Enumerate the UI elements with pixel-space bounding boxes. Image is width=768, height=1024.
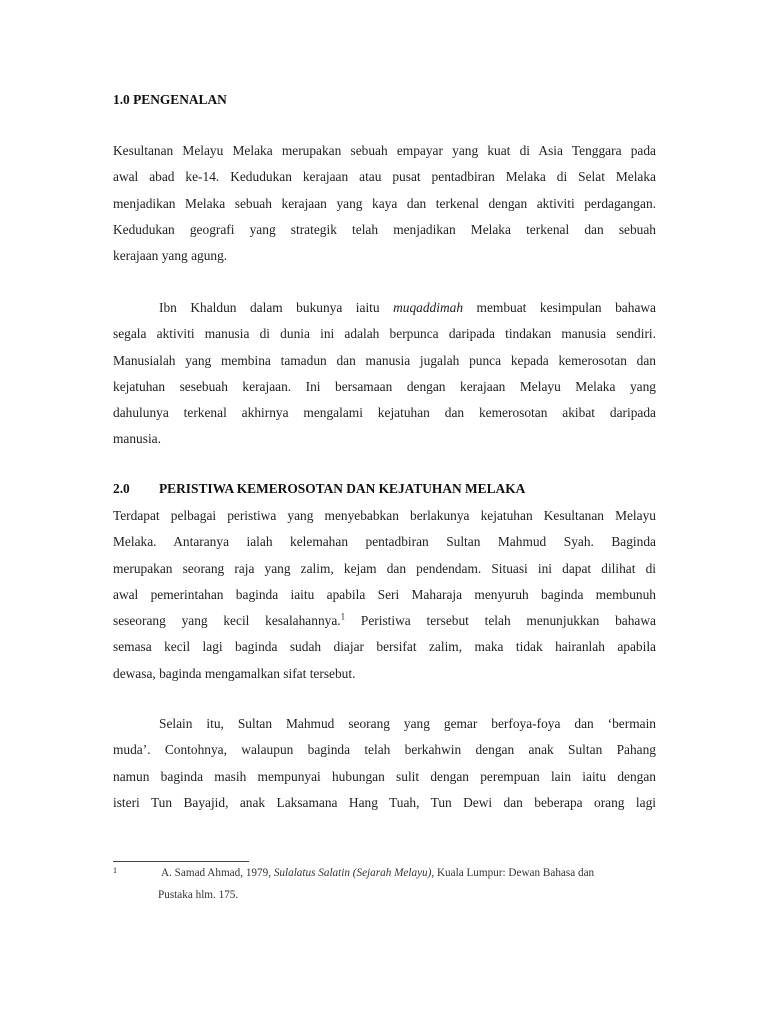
text-line: Terdapat pelbagai peristiwa yang menyebabkan berlakunya kejatuhan Kesultanan Melayu bbox=[113, 508, 656, 523]
section-title: PERISTIWA KEMEROSOTAN DAN KEJATUHAN MELAKA bbox=[159, 481, 526, 496]
footnote-source-title: Sulalatus Salatin (Sejarah Melayu) bbox=[273, 867, 432, 879]
text-span: Peristiwa tersebut telah menunjukkan bahawa bbox=[345, 613, 656, 629]
text-line: segala aktiviti manusia di dunia ini adalah berpunca daripada tindakan manusia sendiri. bbox=[113, 326, 656, 342]
text-line: manusia. bbox=[113, 431, 161, 447]
text-line: merupakan seorang raja yang zalim, kejam dan pendendam. Situasi ini dapat dilihat di bbox=[113, 560, 656, 576]
text-line: awal abad ke-14. Kedudukan kerajaan atau pusat pentadbiran Melaka di Selat Melaka bbox=[113, 169, 656, 185]
text-line: Melaka. Antaranya ialah kelemahan pentadbiran Sultan Mahmud Syah. Baginda bbox=[113, 534, 656, 550]
text-line: dahulunya terkenal akhirnya mengalami kejatuhan dan kemerosotan akibat daripada bbox=[113, 405, 656, 421]
text-line: awal pemerintahan baginda iaitu apabila Seri Maharaja menyuruh baginda membunuh bbox=[113, 586, 656, 602]
section-heading-pengenalan: 1.0 PENGENALAN bbox=[113, 92, 227, 107]
footnote-line bbox=[158, 862, 658, 884]
text-span: Ibn Khaldun dalam bukunya iaitu bbox=[159, 300, 394, 315]
text-span: A. Samad Ahmad, 1979, bbox=[161, 867, 274, 879]
book-title: muqaddimah bbox=[393, 300, 464, 315]
text-line: Kedudukan geografi yang strategik telah menjadikan Melaka terkenal dan sebuah bbox=[113, 221, 656, 237]
paragraph-kelemahan bbox=[113, 503, 656, 687]
text-line: Manusialah yang membina tamadun dan manusia jugalah punca kepada kemerosotan dan bbox=[113, 352, 656, 368]
text-line: Selain itu, Sultan Mahmud seorang yang gemar berfoya-foya dan ‘bermain bbox=[159, 716, 656, 731]
text-line bbox=[113, 608, 656, 634]
text-line bbox=[113, 295, 656, 321]
text-line: muda’. Contohnya, walaupun baginda telah berkahwin dengan anak Sultan Pahang bbox=[113, 742, 656, 758]
text-line: dewasa, baginda mengamalkan sifat tersebut. bbox=[113, 665, 356, 681]
text-line: kejatuhan sesebuah kerajaan. Ini bersamaan dengan kerajaan Melayu Melaka yang bbox=[113, 378, 656, 394]
text-line: menjadikan Melaka sebuah kerajaan yang kaya dan terkenal dengan aktiviti perdagangan. bbox=[113, 195, 656, 211]
text-line: kerajaan yang agung. bbox=[113, 248, 228, 264]
footnote-line: Pustaka hlm. 175. bbox=[158, 889, 239, 901]
section-heading-peristiwa bbox=[113, 481, 525, 497]
text-line: semasa kecil lagi baginda sudah diajar bersifat zalim, maka tidak hairanlah apabila bbox=[113, 639, 656, 655]
footnote-reference: 1 bbox=[340, 611, 346, 622]
text-line: namun baginda masih mempunyai hubungan sulit dengan perempuan lain iaitu dengan bbox=[113, 768, 656, 784]
footnote-text bbox=[158, 862, 658, 906]
paragraph-ibn-khaldun bbox=[113, 295, 656, 453]
text-line: Kesultanan Melayu Melaka merupakan sebuah empayar yang kuat di Asia Tenggara pada bbox=[113, 143, 656, 158]
section-number: 2.0 bbox=[113, 481, 130, 496]
text-span: , Kuala Lumpur: Dewan Bahasa dan bbox=[431, 867, 595, 879]
text-span: membuat kesimpulan bahawa bbox=[463, 300, 657, 315]
paragraph-berfoya bbox=[113, 711, 656, 816]
paragraph-intro bbox=[113, 138, 656, 269]
footnote-marker: 1 bbox=[113, 866, 117, 875]
text-line: isteri Tun Bayajid, anak Laksamana Hang Tuah, Tun Dewi dan beberapa orang lagi bbox=[113, 794, 656, 810]
text-span: seseorang yang kecil kesalahannya. bbox=[113, 613, 341, 629]
